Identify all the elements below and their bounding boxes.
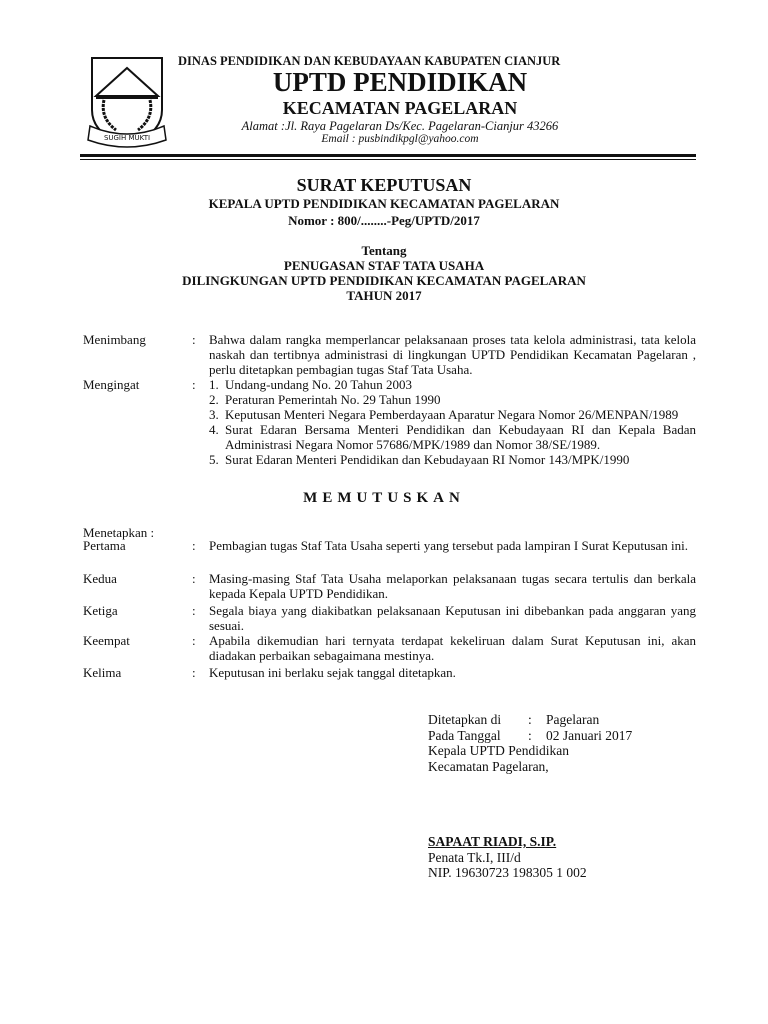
item-text: Keputusan Menteri Negara Pemberdayaan Aparatur Negara Nomor 26/MENPAN/1989: [225, 407, 679, 422]
decision-item: [83, 603, 696, 633]
menetapkan-label: Menetapkan :: [83, 525, 155, 540]
colon: :: [528, 727, 532, 743]
item-number: 4.: [209, 422, 219, 437]
signer-rank: Penata Tk.I, III/d: [428, 849, 521, 865]
office-title: UPTD PENDIDIKAN: [272, 67, 528, 97]
item-text: Undang-undang No. 20 Tahun 2003: [225, 377, 412, 392]
colon: :: [192, 538, 196, 553]
decision-text: Apabila dikemudian hari ternyata terdapat kekeliruan dalam Surat Keputusan ini, akan diadakan perbaikan sebagaimana mestinya.: [209, 633, 696, 663]
agency-name: DINAS PENDIDIKAN DAN KEBUDAYAAN KABUPATEN CIANJUR: [178, 54, 561, 68]
signer-details: [428, 834, 587, 881]
decision-label: Kedua: [83, 571, 117, 586]
decision-item: [83, 633, 696, 663]
decision-text: Pembagian tugas Staf Tata Usaha seperti yang tersebut pada lampiran I Surat Keputusan ini.: [209, 538, 688, 553]
signer-nip: NIP. 19630723 198305 1 002: [428, 865, 587, 880]
about-line: TAHUN 2017: [346, 288, 422, 303]
date-row: [428, 728, 632, 744]
signer-position: Kepala UPTD Pendidikan: [428, 743, 569, 758]
item-number: 3.: [209, 407, 219, 422]
list-item: [209, 452, 696, 467]
decision-label: Keempat: [83, 633, 130, 648]
item-number: 1.: [209, 377, 219, 392]
about-line: DILINGKUNGAN UPTD PENDIDIKAN KECAMATAN PAGELARAN: [182, 273, 586, 288]
list-item: [209, 422, 696, 452]
section-label: Menimbang: [83, 332, 146, 347]
header-rule-thick: [80, 154, 696, 157]
decision-title: MEMUTUSKAN: [303, 490, 465, 506]
office-address: Alamat :Jl. Raya Pagelaran Ds/Kec. Pagelaran-Cianjur 43266: [241, 119, 559, 133]
header-rule-thin: [80, 159, 696, 160]
document-title: SURAT KEPUTUSAN: [296, 175, 472, 195]
document-issuer: KEPALA UPTD PENDIDIKAN KECAMATAN PAGELARAN: [208, 196, 560, 211]
item-number: 5.: [209, 452, 219, 467]
colon: :: [192, 332, 196, 347]
list-item: [209, 407, 696, 422]
decision-label: Ketiga: [83, 603, 118, 618]
decision-label: Pertama: [83, 538, 126, 553]
colon: :: [192, 571, 196, 586]
menimbang-section: [83, 332, 696, 377]
colon: :: [192, 665, 196, 680]
decision-item: [83, 538, 696, 553]
date-value: 02 Januari 2017: [546, 727, 633, 743]
item-text: Surat Edaran Bersama Menteri Pendidikan dan Kebudayaan RI dan Kepala Badan Administrasi Negara Nomor 57686/MPK/1989 dan Nomor 38/SE/1989.: [225, 422, 696, 452]
about-line: PENUGASAN STAF TATA USAHA: [283, 258, 485, 273]
list-item: [209, 392, 696, 407]
decision-label: Kelima: [83, 665, 122, 680]
section-text: Bahwa dalam rangka memperlancar pelaksanaan proses tata kelola administrasi, tata kelola naskah dan tertibnya administrasi di lingkungan UPTD Pendidikan Kecamatan Pagelaran , perlu ditetapkan pembagian tugas Staf Tata Usaha.: [209, 332, 696, 377]
decision-text: Segala biaya yang diakibatkan pelaksanaan Keputusan ini dibebankan pada anggaran yang sesuai.: [209, 603, 696, 633]
place-value: Pagelaran: [546, 712, 600, 727]
colon: :: [528, 712, 532, 727]
colon: :: [192, 603, 196, 618]
legal-basis-list: [209, 377, 696, 467]
item-text: Peraturan Pemerintah No. 29 Tahun 1990: [225, 392, 441, 407]
office-subtitle: KECAMATAN PAGELARAN: [282, 98, 518, 118]
section-label: Mengingat: [83, 377, 140, 392]
office-email: Email : pusbindikpgl@yahoo.com: [321, 133, 479, 145]
mengingat-section: [83, 377, 696, 467]
decision-item: [83, 571, 696, 601]
colon: :: [192, 633, 196, 648]
decision-item: [83, 665, 696, 680]
list-item: [209, 377, 696, 392]
document-number: Nomor : 800/........-Peg/UPTD/2017: [288, 213, 480, 228]
signer-name: SAPAAT RIADI, S.IP.: [428, 834, 557, 849]
signer-position: Kecamatan Pagelaran,: [428, 758, 549, 774]
regency-logo: [86, 54, 168, 150]
svg-text:SUGIH MUKTI: SUGIH MUKTI: [103, 134, 151, 142]
decision-text: Keputusan ini berlaku sejak tanggal ditetapkan.: [209, 665, 456, 680]
place-row: [428, 712, 632, 728]
decision-text: Masing-masing Staf Tata Usaha melaporkan pelaksanaan tugas secara tertulis dan berkala kepada Kepala UPTD Pendidikan.: [209, 571, 696, 601]
colon: :: [192, 377, 196, 392]
date-label: Pada Tanggal: [428, 727, 501, 743]
item-number: 2.: [209, 392, 219, 407]
item-text: Surat Edaran Menteri Pendidikan dan Kebudayaan RI Nomor 143/MPK/1990: [225, 452, 630, 467]
signature-block: [428, 712, 632, 774]
place-label: Ditetapkan di: [428, 712, 502, 727]
about-label: Tentang: [361, 243, 407, 258]
